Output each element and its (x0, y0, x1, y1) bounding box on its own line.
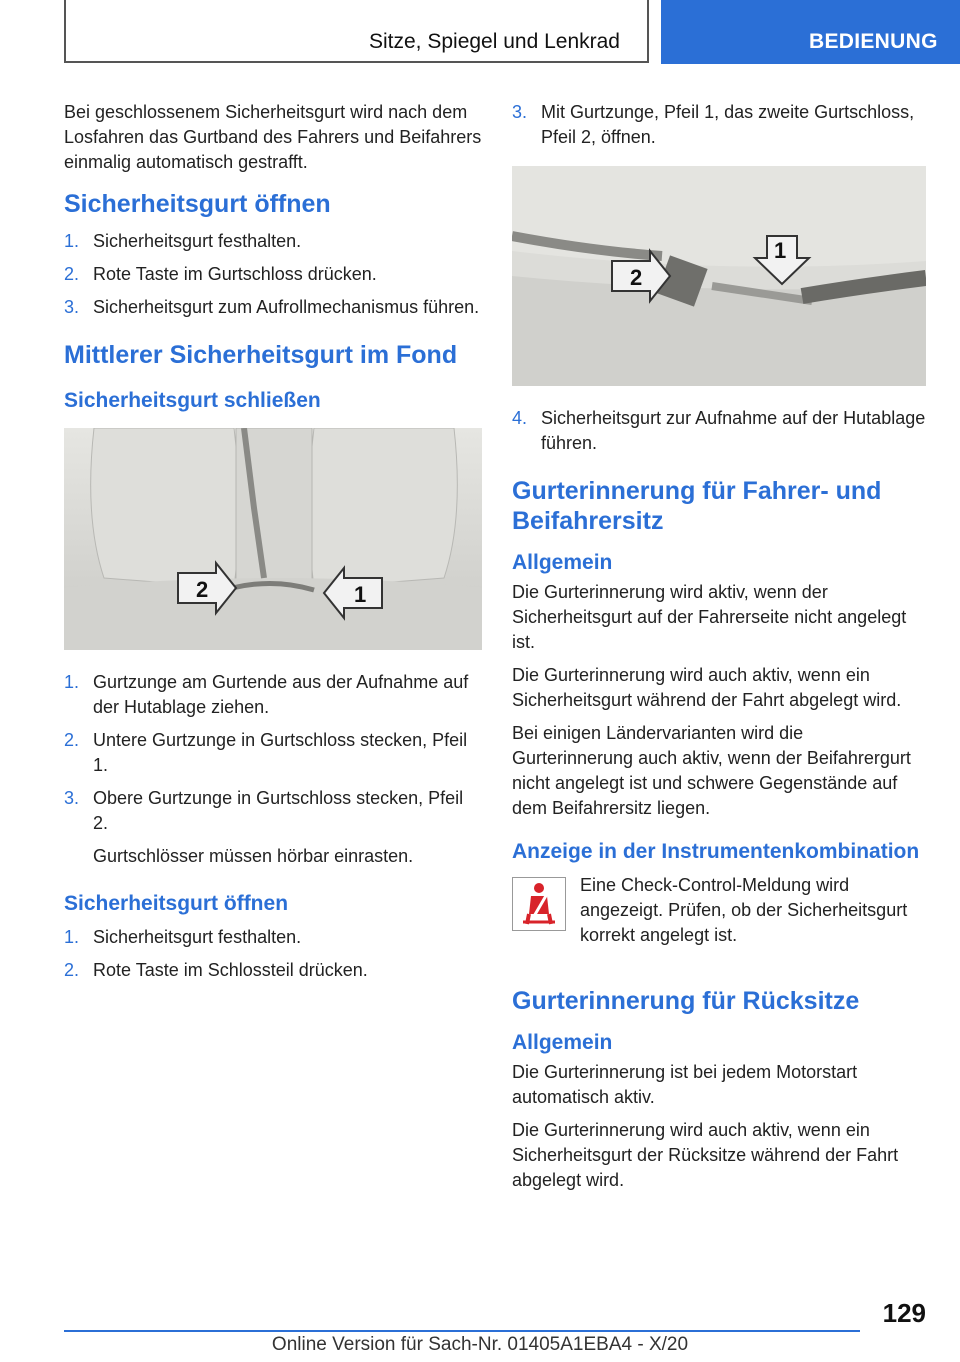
list-item: 3. Sicherheitsgurt zum Aufrollmechanismus führen. (64, 297, 480, 317)
display-block (512, 873, 926, 956)
open-belt-rear-steps (64, 925, 482, 983)
heading-middle-belt: Mittlerer Sicherheitsgurt im Fond (64, 341, 458, 369)
rear-paragraph-2: Die Gurterinnerung wird auch aktiv, wenn ein Sicherheitsgurt der Rücksitze während der Fahrt abgelegt wird. (512, 1120, 899, 1190)
header-chapter-tab[interactable] (661, 0, 960, 64)
right-column (512, 100, 926, 1201)
footer-divider (64, 1330, 860, 1332)
arrow-label: 2 (630, 265, 643, 290)
list-item: 2. Rote Taste im Schlossteil drücken. (64, 960, 368, 980)
list-item: 1. Sicherheitsgurt festhalten. (64, 231, 302, 251)
list-item: 1. Gurtzunge am Gurtende aus der Aufnahme auf der Hutablage ziehen. (64, 672, 469, 717)
list-item: 3. Mit Gurtzunge, Pfeil 1, das zweite Gurtschloss, Pfeil 2, öffnen. (512, 102, 915, 147)
heading-general-rear: Allgemein (512, 1031, 613, 1054)
close-note: Gurtschlösser müssen hörbar einrasten. (93, 846, 414, 866)
arrow-label: 1 (774, 238, 787, 263)
heading-reminder-rear: Gurterinnerung für Rücksitze (512, 987, 860, 1015)
close-belt-steps (64, 670, 482, 869)
arrow-label: 1 (354, 582, 367, 607)
arrow-label: 2 (196, 577, 209, 602)
footer-version: Online Version für Sach-Nr. 01405A1EBA4 - X/20 (271, 1334, 689, 1355)
header-chapter-label: BEDIENUNG (809, 30, 938, 53)
list-item: 2. Rote Taste im Gurtschloss drücken. (64, 264, 377, 284)
header-section-title: Sitze, Spiegel und Lenkrad (368, 30, 620, 53)
heading-close-belt: Sicherheitsgurt schließen (64, 389, 321, 412)
buckle-photo (512, 166, 926, 386)
heading-general-front: Allgemein (512, 551, 613, 574)
rear-seat-photo (64, 428, 482, 650)
guide-to-shelf-step (512, 406, 926, 456)
list-item: 2. Untere Gurtzunge in Gurtschloss stecken, Pfeil 1. (64, 730, 468, 775)
left-column (64, 100, 482, 991)
reminder-paragraph-1: Die Gurterinnerung wird aktiv, wenn der Sicherheitsgurt auf der Fahrerseite nicht angelegt ist. (512, 582, 907, 652)
heading-reminder-front: Gurterinnerung für Fahrer- und Beifahrersitz (512, 477, 882, 535)
unlock-second-buckle-step (512, 100, 926, 150)
reminder-paragraph-3: Bei einigen Ländervarianten wird die Gurterinnerung auch aktiv, wenn der Beifahrergurt nicht angelegt ist und schwere Gegenstände auf dem Beifahrersitz liegen. (512, 723, 911, 818)
heading-open-belt: Sicherheitsgurt öffnen (64, 190, 331, 218)
list-item: 3. Obere Gurtzunge in Gurtschloss stecken, Pfeil 2. Gurtschlösser müssen hörbar einrasten. (64, 786, 482, 869)
reminder-paragraph-2: Die Gurterinnerung wird auch aktiv, wenn ein Sicherheitsgurt während der Fahrt abgelegt wird. (512, 665, 902, 710)
rear-paragraph-1: Die Gurterinnerung ist bei jedem Motorstart automatisch aktiv. (512, 1062, 858, 1107)
list-item: 1. Sicherheitsgurt festhalten. (64, 927, 302, 947)
intro-paragraph: Bei geschlossenem Sicherheitsgurt wird nach dem Losfahren das Gurtband des Fahrers und Beifahrers einmalig automatisch gestrafft. (64, 102, 482, 172)
page-number: 129 (882, 1298, 926, 1328)
display-text: Eine Check-Control-Meldung wird angezeigt. Prüfen, ob der Sicherheitsgurt korrekt angelegt ist. (580, 875, 908, 945)
seatbelt-warning-icon (512, 877, 566, 931)
list-item: 4. Sicherheitsgurt zur Aufnahme auf der Hutablage führen. (512, 408, 926, 453)
heading-open-belt-rear: Sicherheitsgurt öffnen (64, 892, 289, 915)
heading-instrument-display: Anzeige in der Instrumentenkombination (512, 840, 920, 863)
open-belt-steps (64, 229, 482, 320)
